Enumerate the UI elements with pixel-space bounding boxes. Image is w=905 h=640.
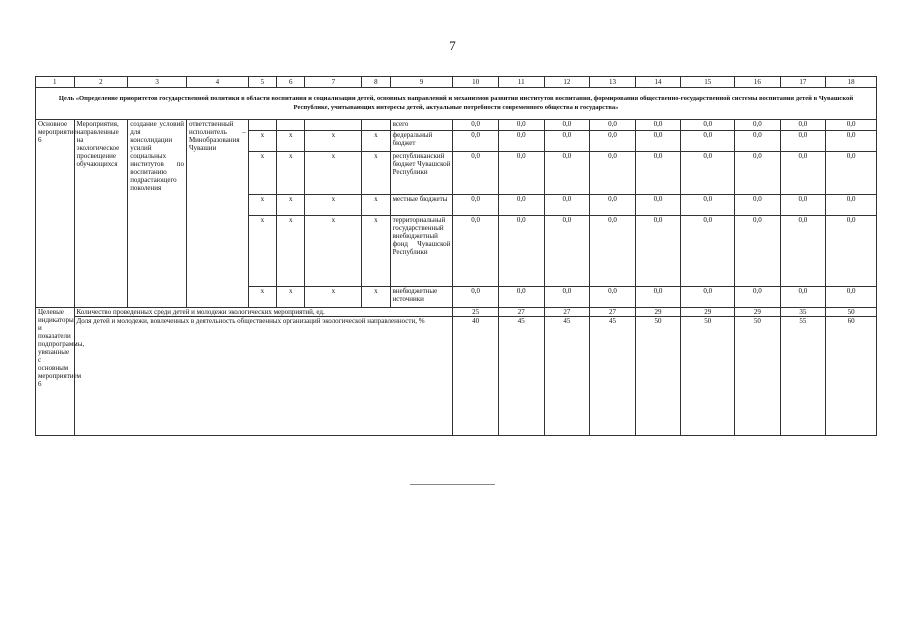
- funding-value: 0,0: [498, 152, 544, 195]
- funding-value: 0,0: [453, 216, 499, 287]
- funding-value: 0,0: [544, 287, 590, 308]
- funding-value: 0,0: [780, 131, 826, 152]
- funding-value: 0,0: [735, 131, 781, 152]
- funding-value: 0,0: [544, 152, 590, 195]
- column-number: 1: [36, 77, 75, 88]
- column-number: 17: [780, 77, 826, 88]
- funding-row: [36, 120, 877, 131]
- goal-text: Цель «Определение приоритетов государственной политики в области воспитания и социализации детей, основных направлений и механизмов развития институтов воспитания, формирования общественно-государственной системы воспитания детей в Чувашской Республике, учитывающих интересы детей, актуальные потребности современного общества и государства»: [36, 88, 877, 120]
- indicator-value: 35: [780, 308, 826, 317]
- funding-value: 0,0: [681, 152, 735, 195]
- column-number-row: [36, 77, 877, 88]
- indicator-row: [36, 317, 877, 436]
- funding-value: 0,0: [453, 152, 499, 195]
- funding-value: 0,0: [590, 216, 636, 287]
- funding-value: 0,0: [453, 131, 499, 152]
- budget-code: х: [305, 152, 362, 195]
- funding-value: 0,0: [635, 287, 681, 308]
- funding-value: 0,0: [780, 120, 826, 131]
- funding-value: 0,0: [590, 120, 636, 131]
- funding-source: всего: [390, 120, 453, 131]
- column-number: 8: [362, 77, 390, 88]
- budget-code: х: [305, 287, 362, 308]
- funding-value: 0,0: [826, 131, 877, 152]
- funding-value: 0,0: [826, 120, 877, 131]
- budget-code: х: [362, 216, 390, 287]
- indicator-value: 40: [453, 317, 499, 436]
- funding-value: 0,0: [735, 195, 781, 216]
- column-number: 14: [635, 77, 681, 88]
- funding-value: 0,0: [735, 120, 781, 131]
- column-number: 11: [498, 77, 544, 88]
- funding-source: федеральный бюджет: [390, 131, 453, 152]
- indicator-value: 25: [453, 308, 499, 317]
- funding-source: внебюджетные источники: [390, 287, 453, 308]
- event-task: создание условий для консолидации усилий социальных институтов по воспитанию подрастающего поколения: [128, 120, 187, 308]
- budget-code: х: [362, 131, 390, 152]
- event-status: Основное мероприятие 6: [36, 120, 75, 308]
- funding-source: республиканский бюджет Чувашской Республики: [390, 152, 453, 195]
- indicator-value: 50: [735, 317, 781, 436]
- funding-value: 0,0: [780, 195, 826, 216]
- indicator-value: 45: [590, 317, 636, 436]
- funding-value: 0,0: [681, 195, 735, 216]
- event-executor: ответственный исполнитель – Минобразования Чувашии: [186, 120, 248, 308]
- indicator-value: 45: [544, 317, 590, 436]
- funding-value: 0,0: [590, 152, 636, 195]
- budget-code: х: [305, 131, 362, 152]
- budget-code: х: [277, 195, 305, 216]
- funding-value: 0,0: [780, 152, 826, 195]
- event-name: Мероприятия, направленные на экологическое просвещение обучающихся: [74, 120, 128, 308]
- column-number: 13: [590, 77, 636, 88]
- funding-value: 0,0: [635, 216, 681, 287]
- funding-value: 0,0: [544, 195, 590, 216]
- funding-value: 0,0: [780, 287, 826, 308]
- column-number: 12: [544, 77, 590, 88]
- budget-code: х: [248, 131, 276, 152]
- funding-value: 0,0: [780, 216, 826, 287]
- funding-value: 0,0: [590, 195, 636, 216]
- funding-source: территориальный государственный внебюджетный фонд Чувашской Республики: [390, 216, 453, 287]
- budget-code: х: [277, 152, 305, 195]
- budget-code: х: [248, 195, 276, 216]
- column-number: 9: [390, 77, 453, 88]
- funding-value: 0,0: [826, 216, 877, 287]
- column-number: 4: [186, 77, 248, 88]
- budget-code: х: [248, 216, 276, 287]
- column-number: 2: [74, 77, 128, 88]
- budget-code: х: [305, 216, 362, 287]
- funding-value: 0,0: [498, 287, 544, 308]
- funding-value: 0,0: [498, 120, 544, 131]
- funding-value: 0,0: [590, 287, 636, 308]
- page-number: 7: [449, 38, 456, 53]
- budget-code: [248, 120, 276, 131]
- funding-value: 0,0: [681, 287, 735, 308]
- budget-code: х: [277, 131, 305, 152]
- indicator-value: 55: [780, 317, 826, 436]
- column-number: 16: [735, 77, 781, 88]
- funding-value: 0,0: [544, 120, 590, 131]
- column-number: 7: [305, 77, 362, 88]
- budget-code: х: [277, 216, 305, 287]
- budget-code: х: [248, 152, 276, 195]
- funding-value: 0,0: [498, 216, 544, 287]
- budget-code: х: [362, 152, 390, 195]
- funding-value: 0,0: [735, 216, 781, 287]
- indicators-label: Целевые индикаторы и показатели подпрограммы, увязанные с основным мероприятием 6: [36, 308, 75, 436]
- budget-code: х: [362, 287, 390, 308]
- funding-value: 0,0: [681, 131, 735, 152]
- budget-code: х: [305, 195, 362, 216]
- indicator-value: 50: [681, 317, 735, 436]
- funding-value: 0,0: [453, 195, 499, 216]
- indicator-value: 29: [681, 308, 735, 317]
- funding-value: 0,0: [735, 287, 781, 308]
- budget-code: [362, 120, 390, 131]
- funding-value: 0,0: [544, 131, 590, 152]
- funding-value: 0,0: [635, 120, 681, 131]
- column-number: 15: [681, 77, 735, 88]
- funding-value: 0,0: [681, 120, 735, 131]
- funding-value: 0,0: [498, 195, 544, 216]
- column-number: 18: [826, 77, 877, 88]
- funding-value: 0,0: [544, 216, 590, 287]
- funding-value: 0,0: [453, 120, 499, 131]
- funding-value: 0,0: [826, 195, 877, 216]
- budget-code: х: [277, 287, 305, 308]
- indicator-name: Количество проведенных среди детей и молодежи экологических мероприятий, ед.: [74, 308, 453, 317]
- indicator-value: 50: [826, 308, 877, 317]
- funding-value: 0,0: [635, 152, 681, 195]
- program-table: [35, 76, 877, 436]
- column-number: 3: [128, 77, 187, 88]
- indicator-value: 50: [635, 317, 681, 436]
- indicator-value: 29: [635, 308, 681, 317]
- indicator-name: Доля детей и молодежи, вовлеченных в деятельность общественных организаций экологической направленности, %: [74, 317, 453, 436]
- funding-value: 0,0: [590, 131, 636, 152]
- goal-row: [36, 88, 877, 120]
- indicator-value: 60: [826, 317, 877, 436]
- indicator-row: [36, 308, 877, 317]
- budget-code: х: [362, 195, 390, 216]
- budget-code: [277, 120, 305, 131]
- indicator-value: 27: [590, 308, 636, 317]
- funding-value: 0,0: [826, 287, 877, 308]
- bottom-divider: [410, 484, 495, 485]
- funding-value: 0,0: [681, 216, 735, 287]
- funding-value: 0,0: [498, 131, 544, 152]
- funding-value: 0,0: [635, 131, 681, 152]
- indicator-value: 29: [735, 308, 781, 317]
- column-number: 10: [453, 77, 499, 88]
- indicator-value: 27: [544, 308, 590, 317]
- budget-code: х: [248, 287, 276, 308]
- funding-value: 0,0: [826, 152, 877, 195]
- column-number: 6: [277, 77, 305, 88]
- funding-value: 0,0: [453, 287, 499, 308]
- budget-code: [305, 120, 362, 131]
- funding-source: местные бюджеты: [390, 195, 453, 216]
- indicator-value: 27: [498, 308, 544, 317]
- funding-value: 0,0: [635, 195, 681, 216]
- funding-value: 0,0: [735, 152, 781, 195]
- indicator-value: 45: [498, 317, 544, 436]
- column-number: 5: [248, 77, 276, 88]
